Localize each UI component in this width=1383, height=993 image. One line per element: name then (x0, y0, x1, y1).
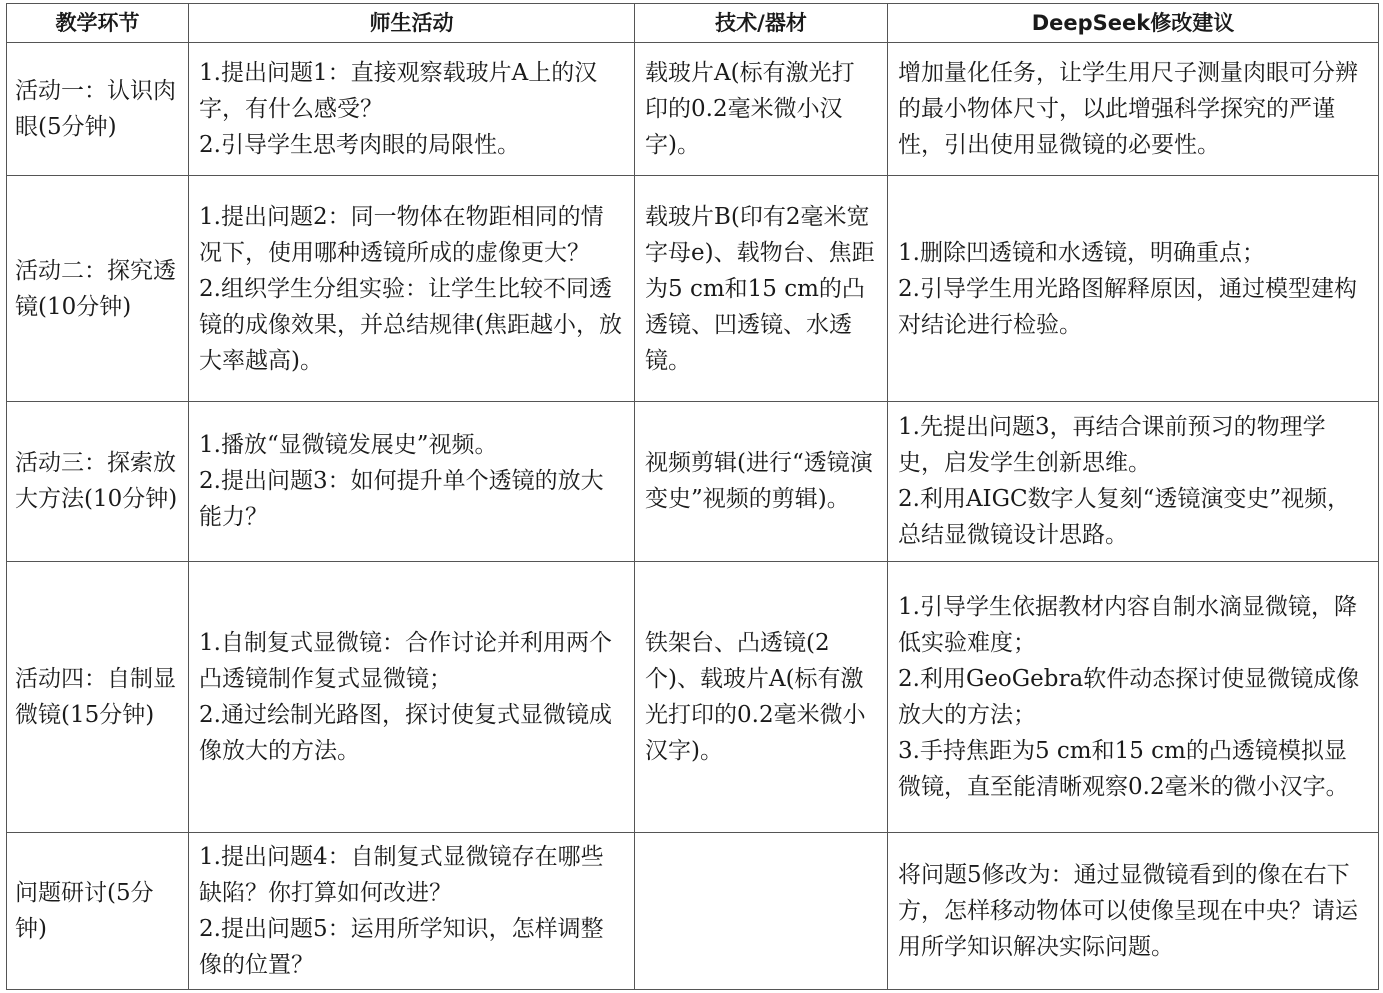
suggestions-cell (888, 561, 1379, 832)
tools-cell: 铁架台、凸透镜(2个)、载玻片A(标有激光打印的0.2毫米微小汉字)。 (635, 561, 888, 832)
stage-cell: 问题研讨(5分钟) (7, 832, 189, 989)
suggestions-cell (888, 43, 1379, 176)
header-suggestions: DeepSeek修改建议 (888, 4, 1379, 43)
activities-cell (189, 832, 635, 989)
table-row (7, 402, 1379, 561)
activity-item: 2.提出问题3：如何提升单个透镜的放大能力？ (199, 468, 604, 531)
suggestions-cell (888, 832, 1379, 989)
table-row (7, 176, 1379, 402)
tools-cell: 视频剪辑(进行“透镜演变史”视频的剪辑)。 (635, 402, 888, 561)
suggestion-item: 2.利用AIGC数字人复刻“透镜演变史”视频，总结显微镜设计思路。 (898, 486, 1351, 549)
suggestion-item: 2.引导学生用光路图解释原因，通过模型建构对结论进行检验。 (898, 275, 1357, 338)
suggestion-item: 增加量化任务，让学生用尺子测量肉眼可分辨的最小物体尺寸，以此增强科学探究的严谨性，引出使用显微镜的必要性。 (898, 60, 1358, 159)
activity-item: 2.组织学生分组实验：让学生比较不同透镜的成像效果，并总结规律(焦距越小，放大率越高)。 (199, 275, 622, 374)
table-row (7, 43, 1379, 176)
suggestion-item: 将问题5修改为：通过显微镜看到的像在右下方，怎样移动物体可以使像呈现在中央？请运用所学知识解决实际问题。 (898, 861, 1358, 960)
tools-cell (635, 832, 888, 989)
suggestions-cell (888, 402, 1379, 561)
activity-item: 1.提出问题4：自制复式显微镜存在哪些缺陷？你打算如何改进？ (199, 843, 604, 906)
activity-item: 1.提出问题1：直接观察载玻片A上的汉字，有什么感受？ (199, 60, 598, 123)
suggestion-item: 2.利用GeoGebra软件动态探讨使显微镜成像放大的方法； (898, 665, 1360, 728)
tools-cell: 载玻片A(标有激光打印的0.2毫米微小汉字)。 (635, 43, 888, 176)
activity-item: 1.自制复式显微镜：合作讨论并利用两个凸透镜制作复式显微镜； (199, 629, 612, 692)
table-row (7, 561, 1379, 832)
table-row (7, 832, 1379, 989)
header-activities: 师生活动 (189, 4, 635, 43)
activity-item: 2.引导学生思考肉眼的局限性。 (199, 132, 520, 159)
activity-item: 2.提出问题5：运用所学知识，怎样调整像的位置？ (199, 915, 604, 978)
activity-item: 2.通过绘制光路图，探讨使复式显微镜成像放大的方法。 (199, 701, 612, 764)
activities-cell (189, 176, 635, 402)
header-row (7, 4, 1379, 43)
stage-cell: 活动四：自制显微镜(15分钟) (7, 561, 189, 832)
activities-cell (189, 402, 635, 561)
suggestion-item: 1.删除凹透镜和水透镜，明确重点； (898, 239, 1265, 266)
activity-item: 1.播放“显微镜发展史”视频。 (199, 432, 498, 459)
stage-cell: 活动三：探索放大方法(10分钟) (7, 402, 189, 561)
stage-cell: 活动二：探究透镜(10分钟) (7, 176, 189, 402)
activity-item: 1.提出问题2：同一物体在物距相同的情况下，使用哪种透镜所成的虚像更大？ (199, 203, 604, 266)
suggestion-item: 1.先提出问题3，再结合课前预习的物理学史，启发学生创新思维。 (898, 414, 1326, 477)
activities-cell (189, 561, 635, 832)
tools-cell: 载玻片B(印有2毫米宽字母e)、载物台、焦距为5 cm和15 cm的凸透镜、凹透镜、水透镜。 (635, 176, 888, 402)
suggestions-cell (888, 176, 1379, 402)
suggestion-item: 3.手持焦距为5 cm和15 cm的凸透镜模拟显微镜，直至能清晰观察0.2毫米的微小汉字。 (898, 737, 1349, 800)
stage-cell: 活动一：认识肉眼(5分钟) (7, 43, 189, 176)
lesson-plan-table (6, 3, 1379, 990)
suggestion-item: 1.引导学生依据教材内容自制水滴显微镜，降低实验难度； (898, 593, 1357, 656)
header-stage: 教学环节 (7, 4, 189, 43)
activities-cell (189, 43, 635, 176)
header-tools: 技术/器材 (635, 4, 888, 43)
